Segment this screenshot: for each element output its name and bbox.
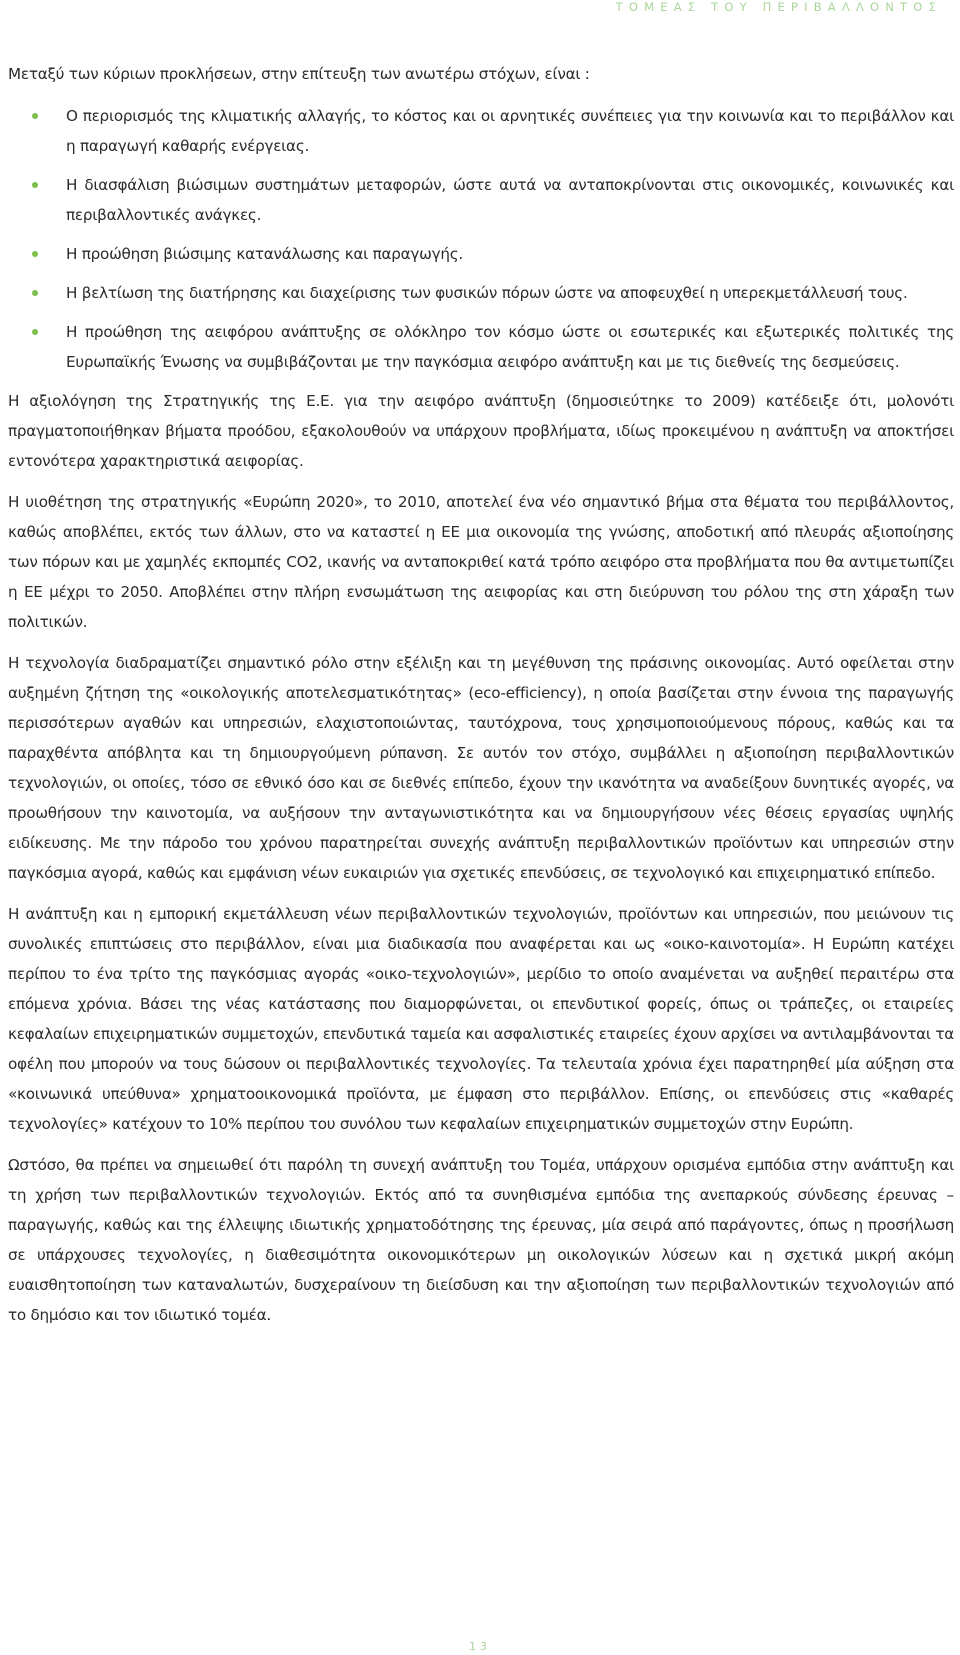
bullet-dot-icon — [32, 182, 38, 188]
paragraph-obstacles: Ωστόσο, θα πρέπει να σημειωθεί ότι παρόλη τη συνεχή ανάπτυξη του Τομέα, υπάρχουν ορισμένα εμπόδια στην ανάπτυξη και τη χρήση των περιβαλλοντικών τεχνολογιών. Εκτός από τα συνηθισμένα εμπόδια της ανεπαρκούς σύνδεσης έρευνας – παραγωγής, καθώς και της έλλειψης ιδιωτικής χρηματοδότησης της έρευνας, μία σειρά από παράγοντες, όπως η προσήλωση σε υπάρχουσες τεχνολογίες, η διαθεσιμότητα οικονομικότερων μη οικολογικών λύσεων και η σχετικά μικρή ακόμη ευαισθητοποίηση των καταναλωτών, δυσχεραίνουν τη διείσδυση και την αξιοποίηση των περιβαλλοντικών τεχνολογιών από το δημόσιο και τον ιδιωτικό τομέα. — [8, 1156, 954, 1324]
bullet-dot-icon — [32, 113, 38, 119]
paragraph-europe-2020: Η υιοθέτηση της στρατηγικής «Ευρώπη 2020», το 2010, αποτελεί ένα νέο σημαντικό βήμα στα θέματα του περιβάλλοντος, καθώς αποβλέπει, εκτός των άλλων, στο να καταστεί η ΕΕ μια οικονομία της γνώσης, αποδοτική από πλευράς αξιοποίησης των πόρων και με χαμηλές εκπομπές CO2, ικανής να ανταποκριθεί κατά τρόπο αειφόρο στα προβλήματα που θα αντιμετωπίζει η ΕΕ μέχρι το 2050. Αποβλέπει στην πλήρη ενσωμάτωση της αειφορίας και στη διεύρυνση του ρόλου της στη χάραξη των πολιτικών. — [8, 493, 954, 631]
intro-text: Μεταξύ των κύριων προκλήσεων, στην επίτευξη των ανωτέρω στόχων, είναι : — [8, 65, 590, 83]
bullet-dot-icon — [32, 329, 38, 335]
page-number: 13 — [469, 1640, 491, 1653]
list-item — [66, 239, 954, 269]
list-item-text: Η διασφάλιση βιώσιμων συστημάτων μεταφορών, ώστε αυτά να ανταποκρίνονται στις οικονομικές, κοινωνικές και περιβαλλοντικές ανάγκες. — [66, 176, 954, 224]
paragraph-technology-role: Η τεχνολογία διαδραματίζει σημαντικό ρόλο στην εξέλιξη και τη μεγέθυνση της πράσινης οικονομίας. Αυτό οφείλεται στην αυξημένη ζήτηση της «οικολογικής αποτελεσματικότητας» (eco-efficiency), η οποία βασίζεται στην έννοια της παραγωγής περισσότερων αγαθών και υπηρεσιών, ελαχιστοποιώντας, ταυτόχρονα, τους χρησιμοποιούμενους πόρους, καθώς και τα παραχθέντα απόβλητα και τη δημιουργούμενη ρύπανση. Σε αυτόν τον στόχο, συμβάλλει η αξιοποίηση περιβαλλοντικών τεχνολογιών, οι οποίες, τόσο σε εθνικό όσο και σε διεθνές επίπεδο, έχουν την ικανότητα να αναδείξουν δυνητικές αγορές, να προωθήσουν την καινοτομία, να αυξήσουν την ανταγωνιστικότητα και να δημιουργήσουν νέες θέσεις εργασίας υψηλής ειδίκευσης. Με την πάροδο του χρόνου παρατηρείται συνεχής ανάπτυξη περιβαλλοντικών προϊόντων και υπηρεσιών στην παγκόσμια αγορά, καθώς και εμφάνιση νέων ευκαιριών για σχετικές επενδύσεις, σε τεχνολογικό και επιχειρηματικό επίπεδο. — [8, 654, 954, 882]
list-item — [66, 278, 954, 308]
document-body — [8, 59, 954, 1341]
list-item-text: Η προώθηση της αειφόρου ανάπτυξης σε ολόκληρο τον κόσμο ώστε οι εσωτερικές και εξωτερικές πολιτικές της Ευρωπαϊκής Ένωσης να συμβιβάζονται με την παγκόσμια αειφόρο ανάπτυξη και με τις διεθνείς της δεσμεύσεις. — [66, 323, 954, 371]
list-item-text: Ο περιορισμός της κλιματικής αλλαγής, το κόστος και οι αρνητικές συνέπειες για την κοινωνία και το περιβάλλον και η παραγωγή καθαρής ενέργειας. — [66, 107, 954, 155]
bullet-dot-icon — [32, 251, 38, 257]
list-item-text: Η προώθηση βιώσιμης κατανάλωσης και παραγωγής. — [66, 245, 463, 263]
paragraph-strategy-evaluation: Η αξιολόγηση της Στρατηγικής της Ε.Ε. για την αειφόρο ανάπτυξη (δημοσιεύτηκε το 2009) κατέδειξε ότι, μολονότι πραγματοποιήθηκαν βήματα προόδου, εξακολουθούν να υπάρχουν προβλήματα, ιδίως προκειμένου η ανάπτυξη να αποκτήσει εντονότερα χαρακτηριστικά αειφορίας. — [8, 392, 954, 470]
list-item-text: Η βελτίωση της διατήρησης και διαχείρισης των φυσικών πόρων ώστε να αποφευχθεί η υπερεκμετάλλευσή τους. — [66, 284, 908, 302]
paragraph-eco-innovation: Η ανάπτυξη και η εμπορική εκμετάλλευση νέων περιβαλλοντικών τεχνολογιών, προϊόντων και υπηρεσιών, που μειώνουν τις συνολικές επιπτώσεις στο περιβάλλον, είναι μια διαδικασία που αναφέρεται και ως «οικο-καινοτομία». Η Ευρώπη κατέχει περίπου το ένα τρίτο της παγκόσμιας αγοράς «οικο-τεχνολογιών», μερίδιο το οποίο αναμένεται να αυξηθεί περαιτέρω στα επόμενα χρόνια. Βάσει της νέας κατάστασης που διαμορφώνεται, οι επενδυτικοί φορείς, όπως οι τράπεζες, οι εταιρείες κεφαλαίων επιχειρηματικών συμμετοχών, επενδυτικά ταμεία και ασφαλιστικές εταιρείες έχουν αρχίσει να αντιλαμβάνονται τα οφέλη που μπορούν να τους δώσουν οι περιβαλλοντικές τεχνολογίες. Τα τελευταία χρόνια έχει παρατηρηθεί μία αύξηση στα «κοινωνικά υπεύθυνα» χρηματοοικονομικά προϊόντα, με έμφαση στο περιβάλλον. Επίσης, οι επενδύσεις στις «καθαρές τεχνολογίες» κατέχουν το 10% περίπου του συνόλου των κεφαλαίων επιχειρηματικών συμμετοχών στην Ευρώπη. — [8, 905, 954, 1133]
list-item — [66, 101, 954, 161]
challenges-list — [8, 101, 954, 377]
running-header-section-title: ΤΟΜΕΑΣ ΤΟΥ ΠΕΡΙΒΑΛΛΟΝΤΟΣ — [615, 0, 942, 14]
bullet-dot-icon — [32, 290, 38, 296]
list-item — [66, 170, 954, 230]
list-item — [66, 317, 954, 377]
